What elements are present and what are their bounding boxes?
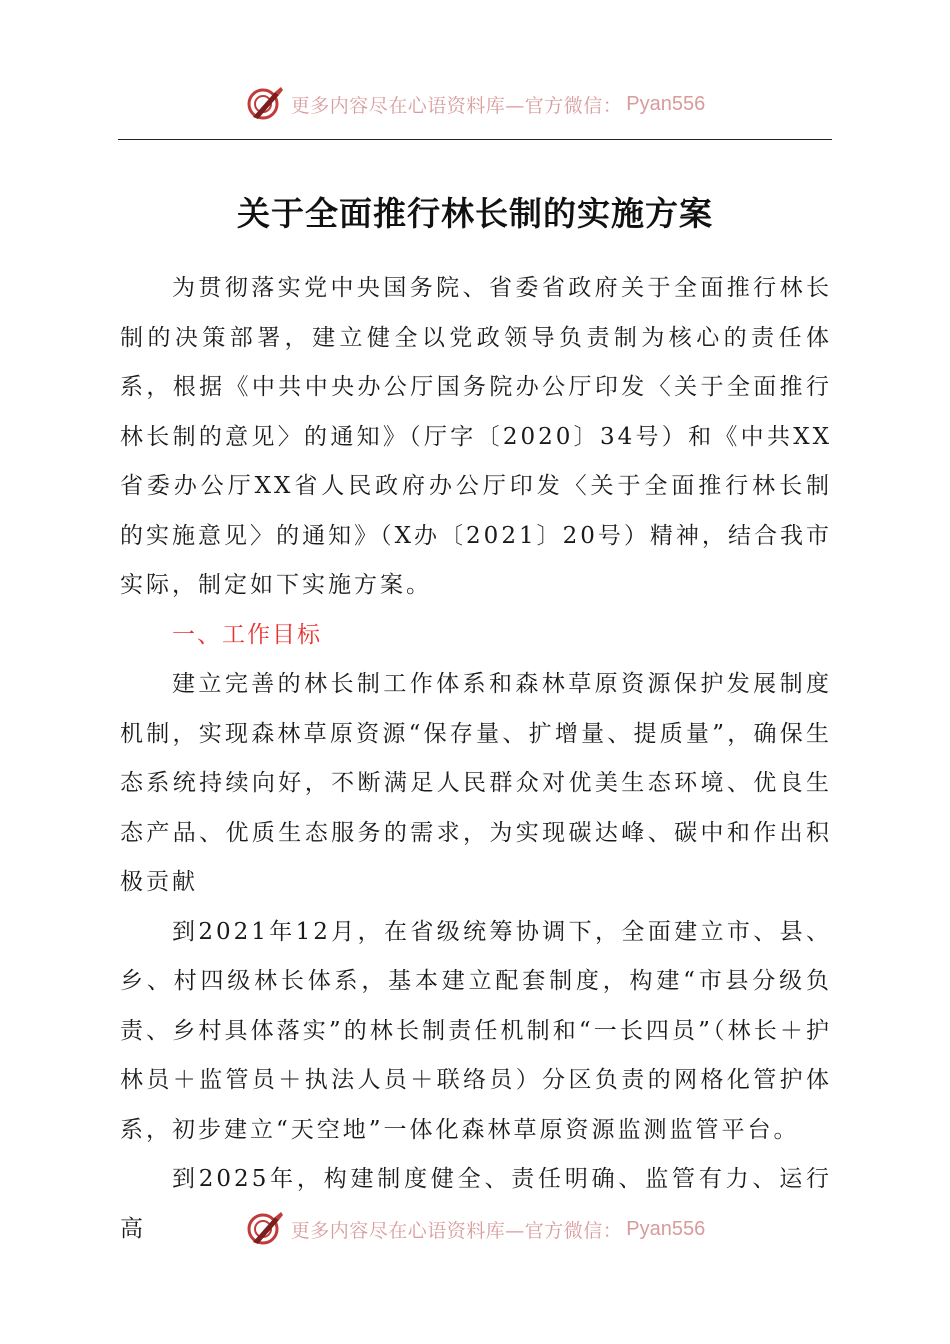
banner-wechat-id: Pyan556 (626, 1217, 706, 1240)
document-title: 关于全面推行林长制的实施方案 (237, 194, 713, 233)
banner-text: 更多内容尽在心语资料库—官方微信： (290, 94, 623, 117)
header-divider (118, 139, 832, 140)
goals-paragraph: 建立完善的林长制工作体系和森林草原资源保护发展制度机制，实现森林草原资源“保存量、扩增量、提质量”，确保生态系统持续向好，不断满足人民群众对优美生态环境、优良生态产品、优质生态服务的需求，为实现碳达峰、碳中和作出积极贡献 (120, 671, 832, 895)
header-banner (0, 82, 950, 126)
document-body (120, 264, 832, 1254)
pen-logo-icon (245, 1209, 285, 1249)
pen-logo-icon (245, 84, 285, 124)
footer-banner (0, 1207, 950, 1251)
section-heading-work-goals: 一、工作目标 (172, 621, 322, 648)
intro-paragraph: 为贯彻落实党中央国务院、省委省政府关于全面推行林长制的决策部署，建立健全以党政领导负责制为核心的责任体系，根据《中共中央办公厅国务院办公厅印发〈关于全面推行林长制的意见〉的通知》（厅字〔2020〕34号）和《中共XX省委办公厅XX省人民政府办公厅印发〈关于全面推行林长制的实施意见〉的通知》（X办〔2021〕20号）精神，结合我市实际，制定如下实施方案。 (120, 275, 832, 598)
goals-2025-paragraph: 到2025年，构建制度健全、责任明确、监管有力、运行高 (120, 1166, 832, 1242)
banner-text: 更多内容尽在心语资料库—官方微信： (290, 1219, 623, 1242)
goals-2021-paragraph: 到2021年12月，在省级统筹协调下，全面建立市、县、乡、村四级林长体系，基本建立配套制度，构建“市县分级负责、乡村具体落实”的林长制责任机制和“一长四员”（林长＋护林员＋监管员＋执法人员＋联络员）分区负责的网格化管护体系，初步建立“天空地”一体化森林草原资源监测监管平台。 (120, 918, 832, 1143)
banner-wechat-id: Pyan556 (626, 92, 706, 115)
